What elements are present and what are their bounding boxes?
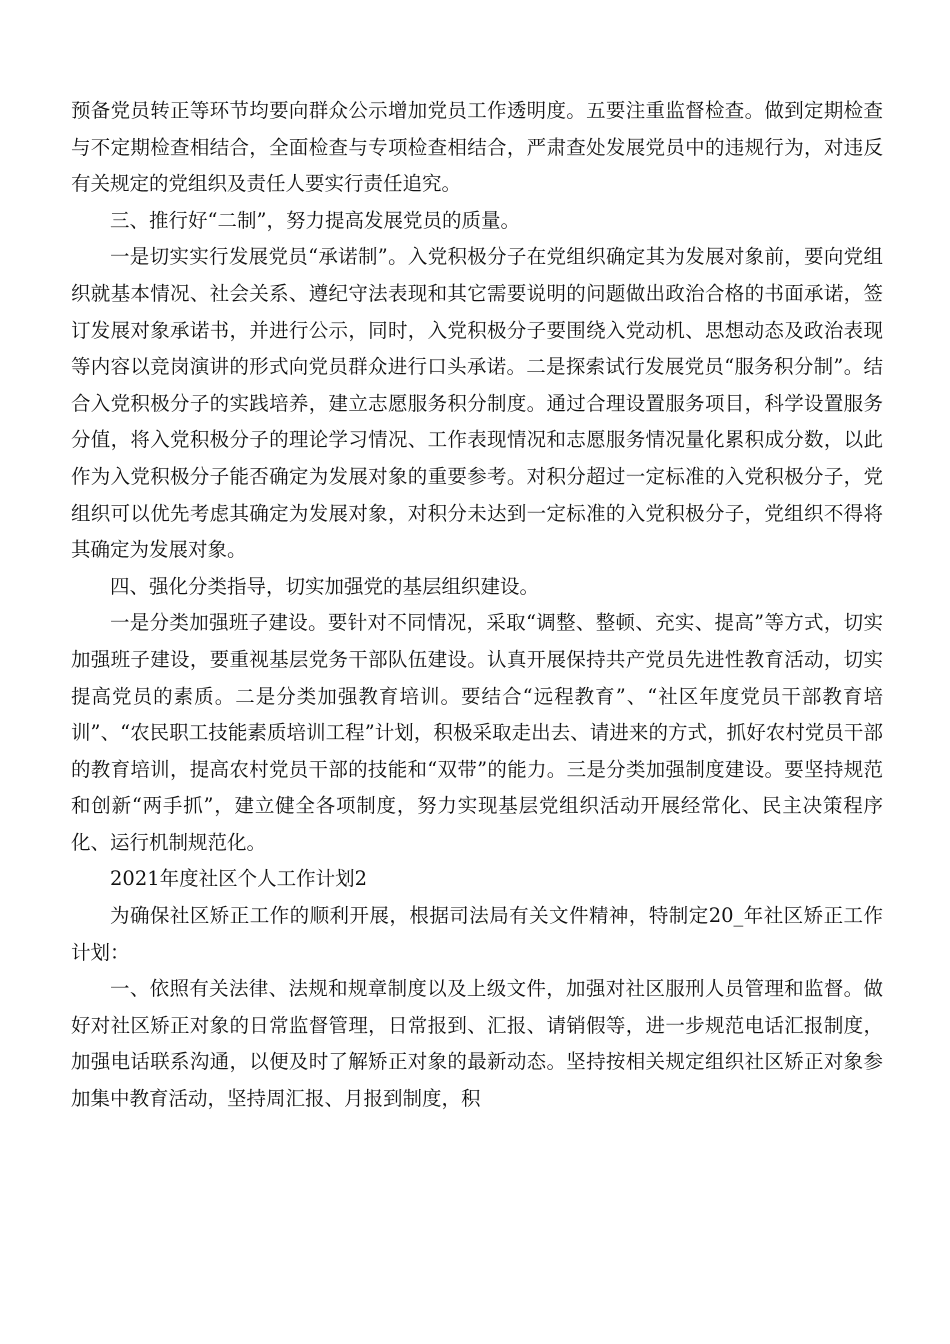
paragraph-classified-guidance: 一是分类加强班子建设。要针对不同情况，采取“调整、整顿、充实、提高”等方式，切实加强班子建设，要重视基层党务干部队伍建设。认真开展保持共产党员先进性教育活动，切实提高党员的素质。二是分类加强教育培训。要结合“远程教育”、“社区年度党员干部教育培训”、“农民职工技能素质培训工程”计划，积极采取走出去、请进来的方式，抓好农村党员干部的教育培训，提高农村党员干部的技能和“双带”的能力。三是分类加强制度建设。要坚持规范和创新“两手抓”，建立健全各项制度，努力实现基层党组织活动开展经常化、民主决策程序化、运行机制规范化。 [71, 611, 883, 854]
paragraph-commitment-system: 一是切实实行发展党员“承诺制”。入党积极分子在党组织确定其为发展对象前，要向党组织就基本情况、社会关系、遵纪守法表现和其它需要说明的问题做出政治合格的书面承诺，签订发展对象承诺书，并进行公示，同时，入党积极分子要围绕入党动机、思想动态及政治表现等内容以竞岗演讲的形式向党员群众进行口头承诺。二是探索试行发展党员“服务积分制”。结合入党积极分子的实践培养，建立志愿服务积分制度。通过合理设置服务项目，科学设置服务分值，将入党积极分子的理论学习情况、工作表现情况和志愿服务情况量化累积成分数，以此作为入党积极分子能否确定为发展对象的重要参考。对积分超过一定标准的入党积极分子，党组织可以优先考虑其确定为发展对象，对积分未达到一定标准的入党积极分子，党组织不得将其确定为发展对象。 [71, 245, 883, 562]
section-heading-3: 三、推行好“二制”，努力提高发展党员的质量。 [110, 208, 520, 232]
document-subtitle: 2021年度社区个人工作计划2 [110, 867, 368, 891]
paragraph-item-1: 一、依照有关法律、法规和规章制度以及上级文件，加强对社区服刑人员管理和监督。做好对社区矫正对象的日常监督管理，日常报到、汇报、请销假等，进一步规范电话汇报制度，加强电话联系沟通，以便及时了解矫正对象的最新动态。坚持按相关规定组织社区矫正对象参加集中教育活动，坚持周汇报、月报到制度，积 [71, 977, 883, 1111]
section-heading-4: 四、强化分类指导，切实加强党的基层组织建设。 [110, 574, 540, 598]
document-page [71, 93, 883, 1118]
paragraph-continuation: 预备党员转正等环节均要向群众公示增加党员工作透明度。五要注重监督检查。做到定期检查与不定期检查相结合，全面检查与专项检查相结合，严肃查处发展党员中的违规行为，对违反有关规定的党组织及责任人要实行责任追究。 [71, 99, 883, 196]
paragraph-intro: 为确保社区矫正工作的顺利开展，根据司法局有关文件精神，特制定20_年社区矫正工作计划： [71, 904, 883, 964]
